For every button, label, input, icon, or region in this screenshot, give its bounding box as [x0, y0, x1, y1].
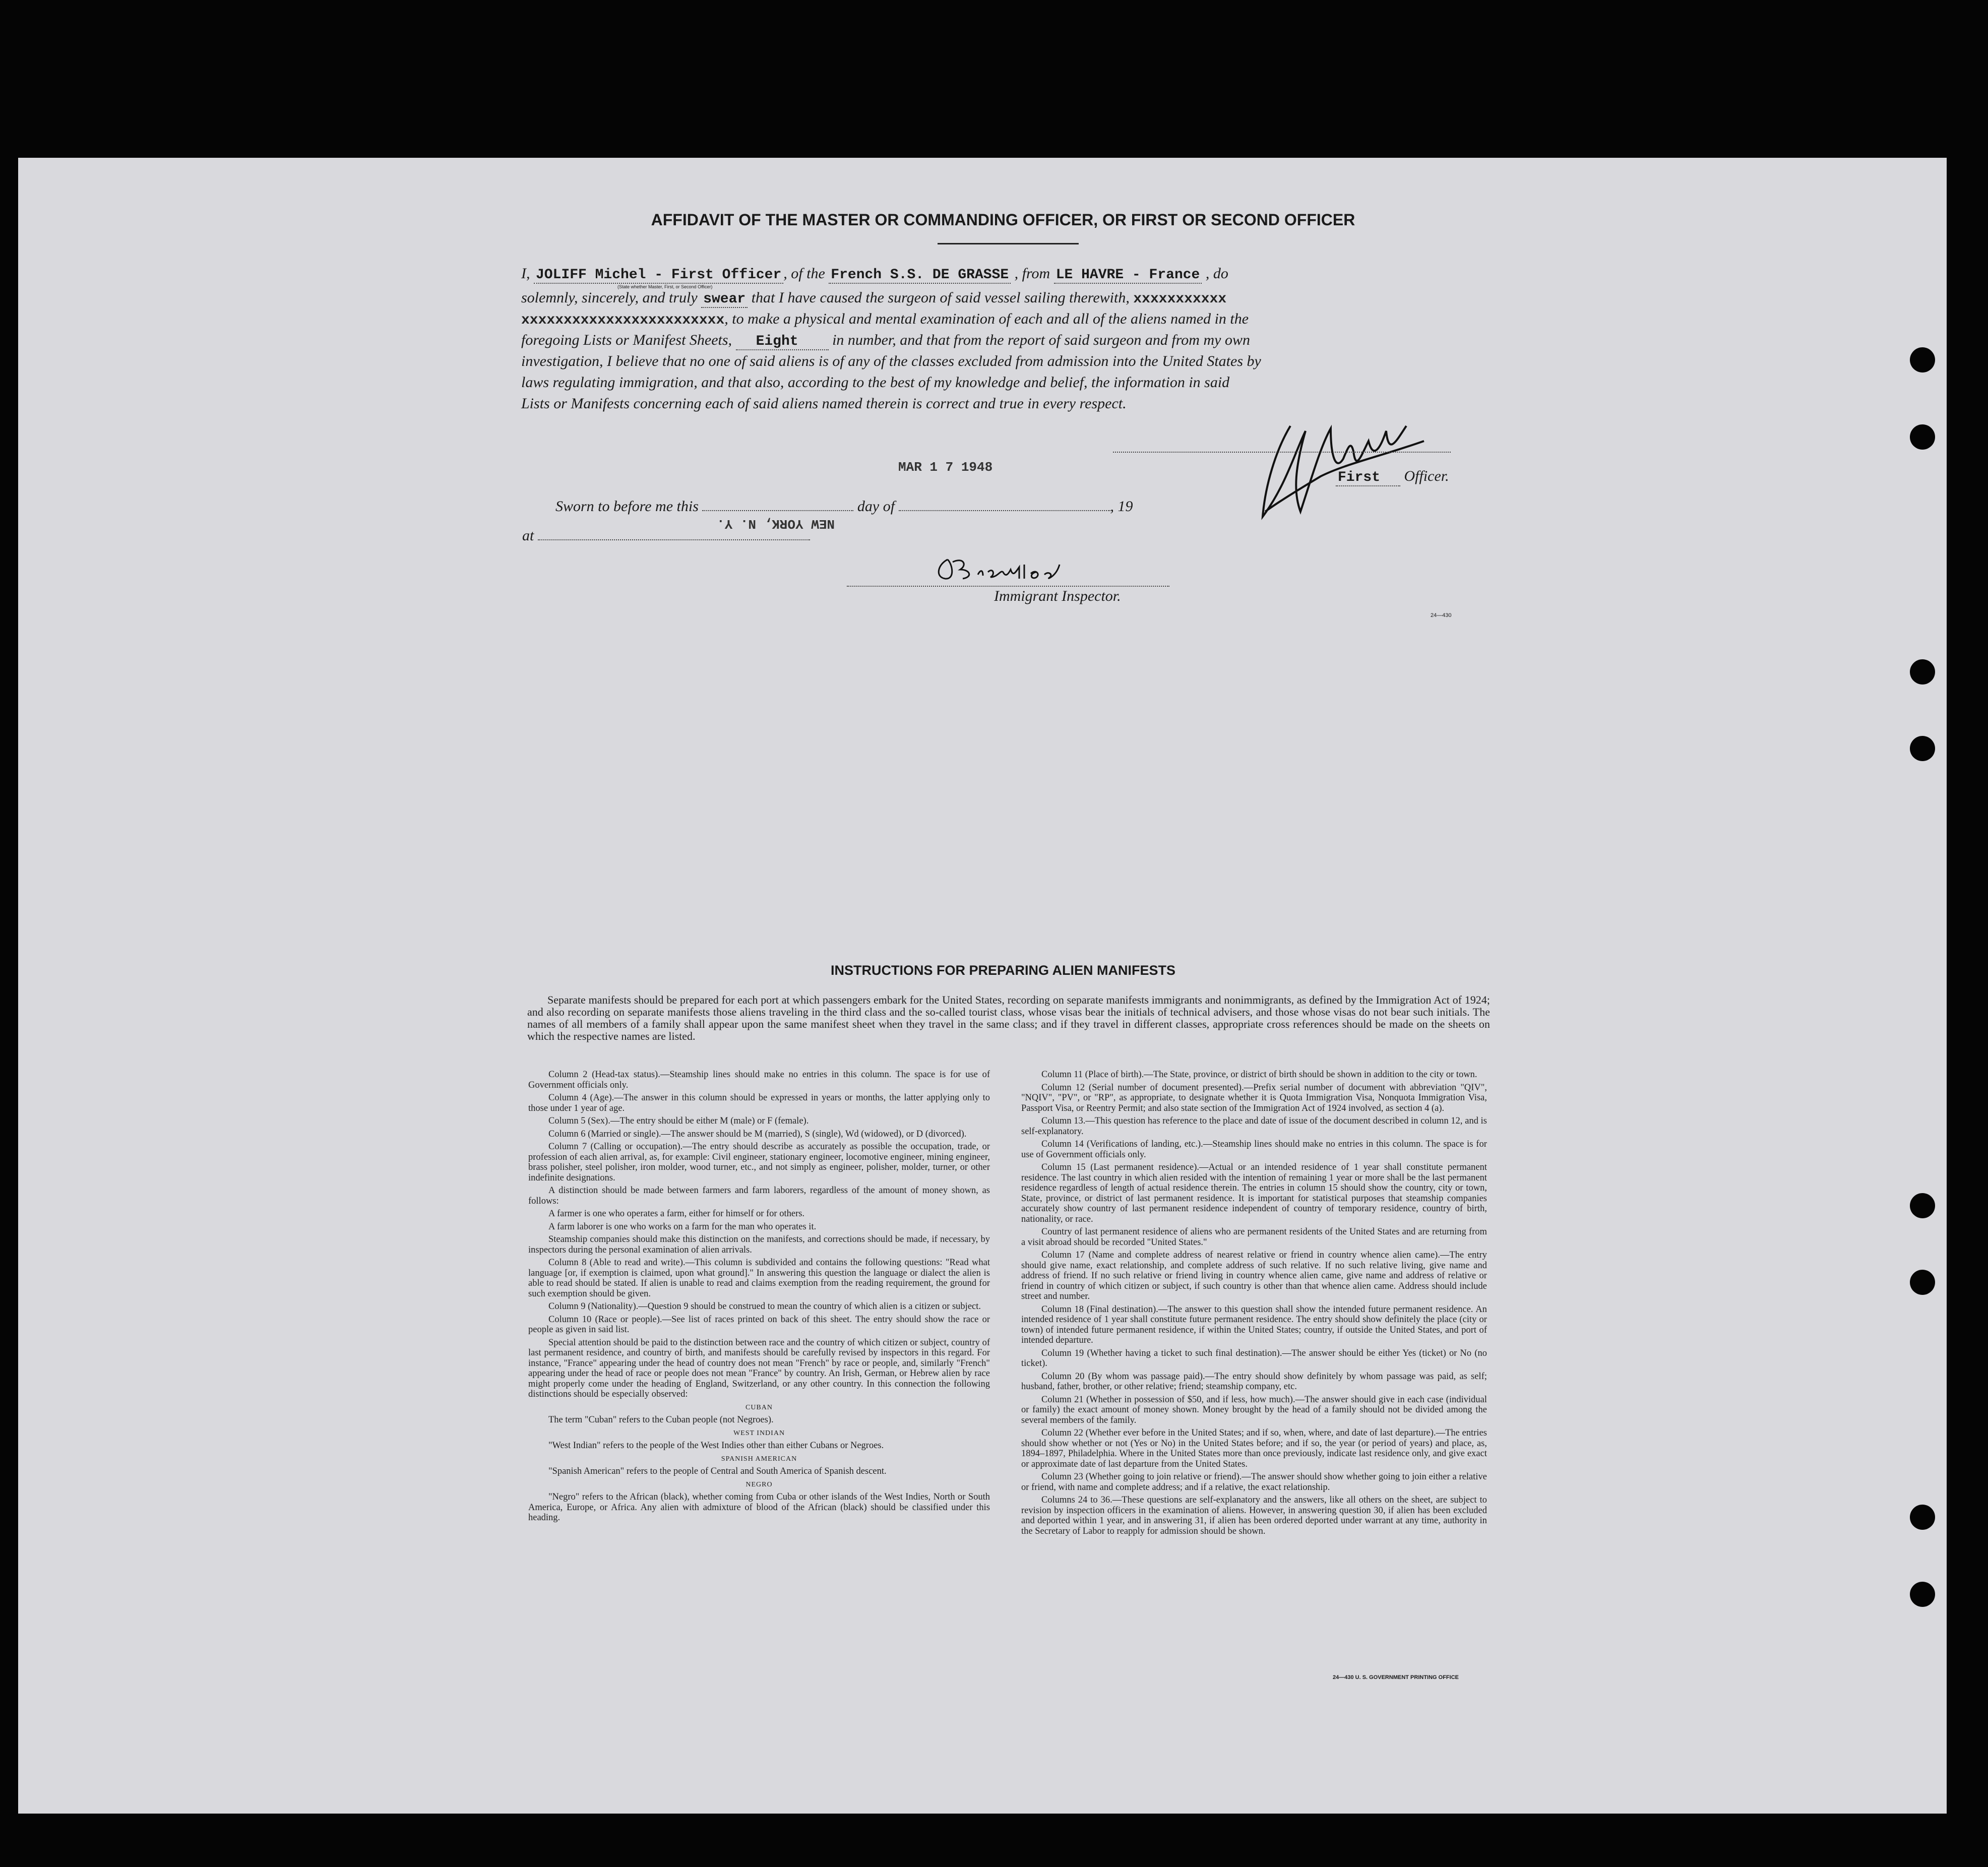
officer-rank-line: First Officer. [1336, 468, 1449, 485]
special-attention-note: Special attention should be paid to the distinction between race and the country of which citizen or subject, country of last permanent residence, and country of birth, and manifests should be carefully revised by inspectors in this regard. For instance, "France" appearing under the head of country does not mean "French" by race or people, and, similarly "French" appearing under the head of race or people does not mean "France" by country. An Irish, German, or Hebrew alien by race might properly come under the heading of England, Switzerland, or any other country. In this connection the following distinctions should be especially observed: [528, 1337, 990, 1399]
column-15-note: Column 15 (Last permanent residence).—Actual or an intended residence of 1 year shall constitute permanent residence. The last country in which alien resided with the intention of remaining 1 year or more shall be the last permanent residence regardless of length of actual residence therein. The entries in column 15 should show the country, city or town, State, province, or district of last permanent residence. It is important for statistical purposes that steamship companies accurately show country of last permanent residence independent of country of temporary residence, country of birth, nationality, or race. [1021, 1162, 1487, 1224]
farm-laborer-note: A farm laborer is one who works on a farm for the man who operates it. [548, 1221, 817, 1232]
punch-hole [1910, 1193, 1935, 1218]
affidavit-title: AFFIDAVIT OF THE MASTER OR COMMANDING OFFICER, OR FIRST OR SECOND OFFICER [651, 211, 1355, 229]
punch-hole [1910, 1505, 1935, 1530]
cuban-note: The term "Cuban" refers to the Cuban people (not Negroes). [548, 1415, 774, 1425]
inspector-line [847, 586, 1169, 587]
title-rule [938, 243, 1079, 244]
column-5-note: Column 5 (Sex).—The entry should be either M (male) or F (female). [548, 1116, 809, 1126]
affidavit-line-3: xxxxxxxxxxxxxxxxxxxxxxxx, to make a physical and mental examination of each and all of the aliens named in the [521, 310, 1249, 328]
instructions-right-column [1021, 1070, 1487, 1539]
punch-hole [1910, 736, 1935, 761]
affidavit-line-1: I, JOLIFF Michel - First Officer , of the French S.S. DE GRASSE , from LE HAVRE - France , do [521, 265, 1228, 283]
column-8-note: Column 8 (Able to read and write).—This column is subdivided and contains the following questions: "Read what language [or, if exemption is claimed, upon what ground]." In answering this question the language or dialect the alien is able to read should be stated. If alien is unable to read and claims exemption from the reading requirement, the ground for such exemption should be given. [528, 1258, 990, 1299]
port-field: LE HAVRE - France [1054, 267, 1202, 284]
spanish-american-heading: SPANISH AMERICAN [721, 1455, 797, 1463]
farm-distinction-note: Steamship companies should make this distinction on the manifests, and corrections should be made, if necessary, by inspectors during the personal examination of alien arrivals. [528, 1234, 990, 1255]
at-line: at [522, 527, 810, 544]
column-17-note: Column 17 (Name and complete address of nearest relative or friend in country whence alien came).—The entry should give name, exact relationship, and complete address of such relative. If no such relative living, give name and address of friend. If no such relative or friend living in country whence alien came, give name and address of relative or friend in country of which citizen or subject, if such country is other than that whence alien came. Address should include street and number. [1021, 1250, 1487, 1301]
officer-name-field: JOLIFF Michel - First Officer [534, 267, 783, 284]
column-21-note: Column 21 (Whether in possession of $50, and if less, how much).—The answer should give in each case (individual or family) the exact amount of money shown. Money brought by the head of a family should not be divided among the several members of the family. [1021, 1394, 1487, 1425]
affidavit-line-4: foregoing Lists or Manifest Sheets, Eight in number, and that from the report of said surgeon and from my own [521, 332, 1250, 349]
instructions-intro: Separate manifests should be prepared for each port at which passengers embark for the United States, recording on separate manifests immigrants and nonimmigrants, as defined by the Immigration Act of 1924; and also recording on separate manifests those aliens traveling in the third class and the so-called tourist class, whose visas bear the initials of technical advisers, and those whose visas do not bear such initials. The names of all members of a family shall appear upon the same manifest sheet when they travel in the same class; and if they travel in different classes, appropriate cross references should be made on the sheets on which the respective names are listed. [527, 993, 1490, 1042]
inspector-signature [933, 549, 1064, 585]
column-11-note: Column 11 (Place of birth).—The State, province, or district of birth should be shown in addition to the city or town. [1041, 1070, 1477, 1080]
vessel-field: French S.S. DE GRASSE [829, 267, 1011, 284]
column-12-note: Column 12 (Serial number of document presented).—Prefix serial number of document with abbreviation "QIV", "NQIV", "PV", or "RP", as appropriate, to designate whether it is Quota Immigration Visa, Nonquota Immigration Visa, Passport Visa, or Reentry Permit; and also state section of the Immigration Act of 1924 involved, as section 4 (a). [1021, 1082, 1487, 1113]
signature-line [1113, 452, 1451, 453]
officer-rank-field: First [1336, 470, 1400, 486]
struck-text: xxxxxxxxxxx [1133, 291, 1227, 307]
column-23-note: Column 23 (Whether going to join relative or friend).—The answer should show whether going to join either a relative or friend, with name and complete address; and if a relative, the exact relationship. [1021, 1472, 1487, 1492]
column-7-note: Column 7 (Calling or occupation).—The entry should describe as accurately as possible the occupation, trade, or profession of each alien arrival, as, for example: Civil engineer, stationary engineer, locomotive engineer, mining engineer, brass polisher, steel polisher, iron molder, wood turner, etc., and not simply as engineer, polisher, molder, turner, or other indefinite designations. [528, 1142, 990, 1183]
affidavit-line-5: investigation, I believe that no one of said aliens is of any of the classes excluded from admission into the United States by [521, 353, 1261, 369]
column-19-note: Column 19 (Whether having a ticket to such final destination).—The answer should be either Yes (ticket) or No (no ticket). [1021, 1348, 1487, 1368]
columns-24-36-note: Columns 24 to 36.—These questions are self-explanatory and the answers, like all others on the sheet, are subject to revision by inspection officers in the examination of aliens. However, in answering question 30, if alien has been excluded and deported within 1 year, and in answering 31, if alien has been ordered deported under warrant at any time, authority in the Secretary of Labor to reapply for admission should be shown. [1021, 1495, 1487, 1536]
sworn-line: Sworn to before me this day of , 19 [555, 498, 1133, 515]
punch-hole [1910, 347, 1935, 372]
column-22-note: Column 22 (Whether ever before in the United States; and if so, when, where, and date of last departure).—The entries should show whether or not (Yes or No) in the United States before; and if so, the year (or period of years) and place, as, 1894–1897, Philadelphia. Where in the United States more than once previously, indicate last residence only, and give exact or approximate date of last departure from the United States. [1021, 1428, 1487, 1469]
affidavit-line-2: solemnly, sincerely, and truly swear that I have caused the surgeon of said vessel sailing therewith, xxxxxxxxxxx [521, 289, 1227, 307]
west-indian-note: "West Indian" refers to the people of the West Indies other than either Cubans or Negroes. [548, 1441, 884, 1451]
instructions-title: INSTRUCTIONS FOR PREPARING ALIEN MANIFESTS [830, 963, 1176, 978]
farm-note: A distinction should be made between farmers and farm laborers, regardless of the amount of money shown, as follows: [528, 1186, 990, 1206]
place-stamp: NEW YORK, N. Y. [717, 516, 835, 531]
column-9-note: Column 9 (Nationality).—Question 9 should be construed to mean the country of which alien is a citizen or subject. [548, 1301, 981, 1312]
west-indian-heading: WEST INDIAN [733, 1429, 785, 1437]
spanish-american-note: "Spanish American" refers to the people of Central and South America of Spanish descent. [548, 1466, 887, 1476]
punch-hole [1910, 1270, 1935, 1295]
negro-heading: NEGRO [746, 1480, 773, 1488]
column-18-note: Column 18 (Final destination).—The answer to this question shall show the intended future permanent residence. An intended residence of 1 year shall constitute future permanent residence. The entry should show definitely the place (city or town) of intended future permanent residence, if within the United States; country, if outside the United States, and port of intended departure. [1021, 1304, 1487, 1345]
column-15-residence-note: Country of last permanent residence of aliens who are permanent residents of the United States and are returning from a visit abroad should be recorded "United States." [1021, 1227, 1487, 1248]
oath-field: swear [701, 291, 748, 308]
punch-hole [1910, 424, 1935, 450]
printing-office-footer: 24—430 U. S. GOVERNMENT PRINTING OFFICE [1333, 1674, 1459, 1681]
column-6-note: Column 6 (Married or single).—The answer should be M (married), S (single), Wd (widowed), or D (divorced). [548, 1129, 967, 1139]
date-stamp: MAR 1 7 1948 [898, 460, 993, 475]
negro-note: "Negro" refers to the African (black), whether coming from Cuba or other islands of the West Indies, North or South America, Europe, or Africa. Any alien with admixture of blood of the African (black) should be classified under this heading. [528, 1492, 990, 1523]
cuban-heading: CUBAN [745, 1403, 773, 1411]
punch-hole [1910, 659, 1935, 684]
struck-text: xxxxxxxxxxxxxxxxxxxxxxxx [521, 313, 725, 328]
column-4-note: Column 4 (Age).—The answer in this column should be expressed in years or months, the latter applying only to those under 1 year of age. [528, 1093, 990, 1113]
form-number: 24—430 [1431, 612, 1452, 618]
officer-hint: (State whether Master, First, or Second Officer) [617, 284, 713, 289]
column-20-note: Column 20 (By whom was passage paid).—The entry should show definitely by whom passage was paid, as self; husband, father, brother, or other relative; friend; steamship company, etc. [1021, 1371, 1487, 1392]
column-13-note: Column 13.—This question has reference to the place and date of issue of the document described in column 12, and is self-explanatory. [1021, 1116, 1487, 1137]
count-field: Eight [736, 334, 829, 350]
instructions-left-column [528, 1070, 990, 1526]
affidavit-line-7: Lists or Manifests concerning each of said aliens named therein is correct and true in every respect. [521, 395, 1127, 412]
column-14-note: Column 14 (Verifications of landing, etc.).—Steamship lines should make no entries in this column. The space is for use of Government officials only. [1021, 1139, 1487, 1160]
column-10-note: Column 10 (Race or people).—See list of races printed on back of this sheet. The entry should show the race or people as given in said list. [528, 1314, 990, 1335]
farmer-note: A farmer is one who operates a farm, either for himself or for others. [548, 1209, 805, 1219]
punch-hole [1910, 1582, 1935, 1607]
inspector-label: Immigrant Inspector. [994, 588, 1121, 604]
column-2-note: Column 2 (Head-tax status).—Steamship lines should make no entries in this column. The space is for use of Government officials only. [528, 1070, 990, 1090]
affidavit-line-6: laws regulating immigration, and that also, according to the best of my knowledge and belief, the information in said [521, 374, 1230, 391]
